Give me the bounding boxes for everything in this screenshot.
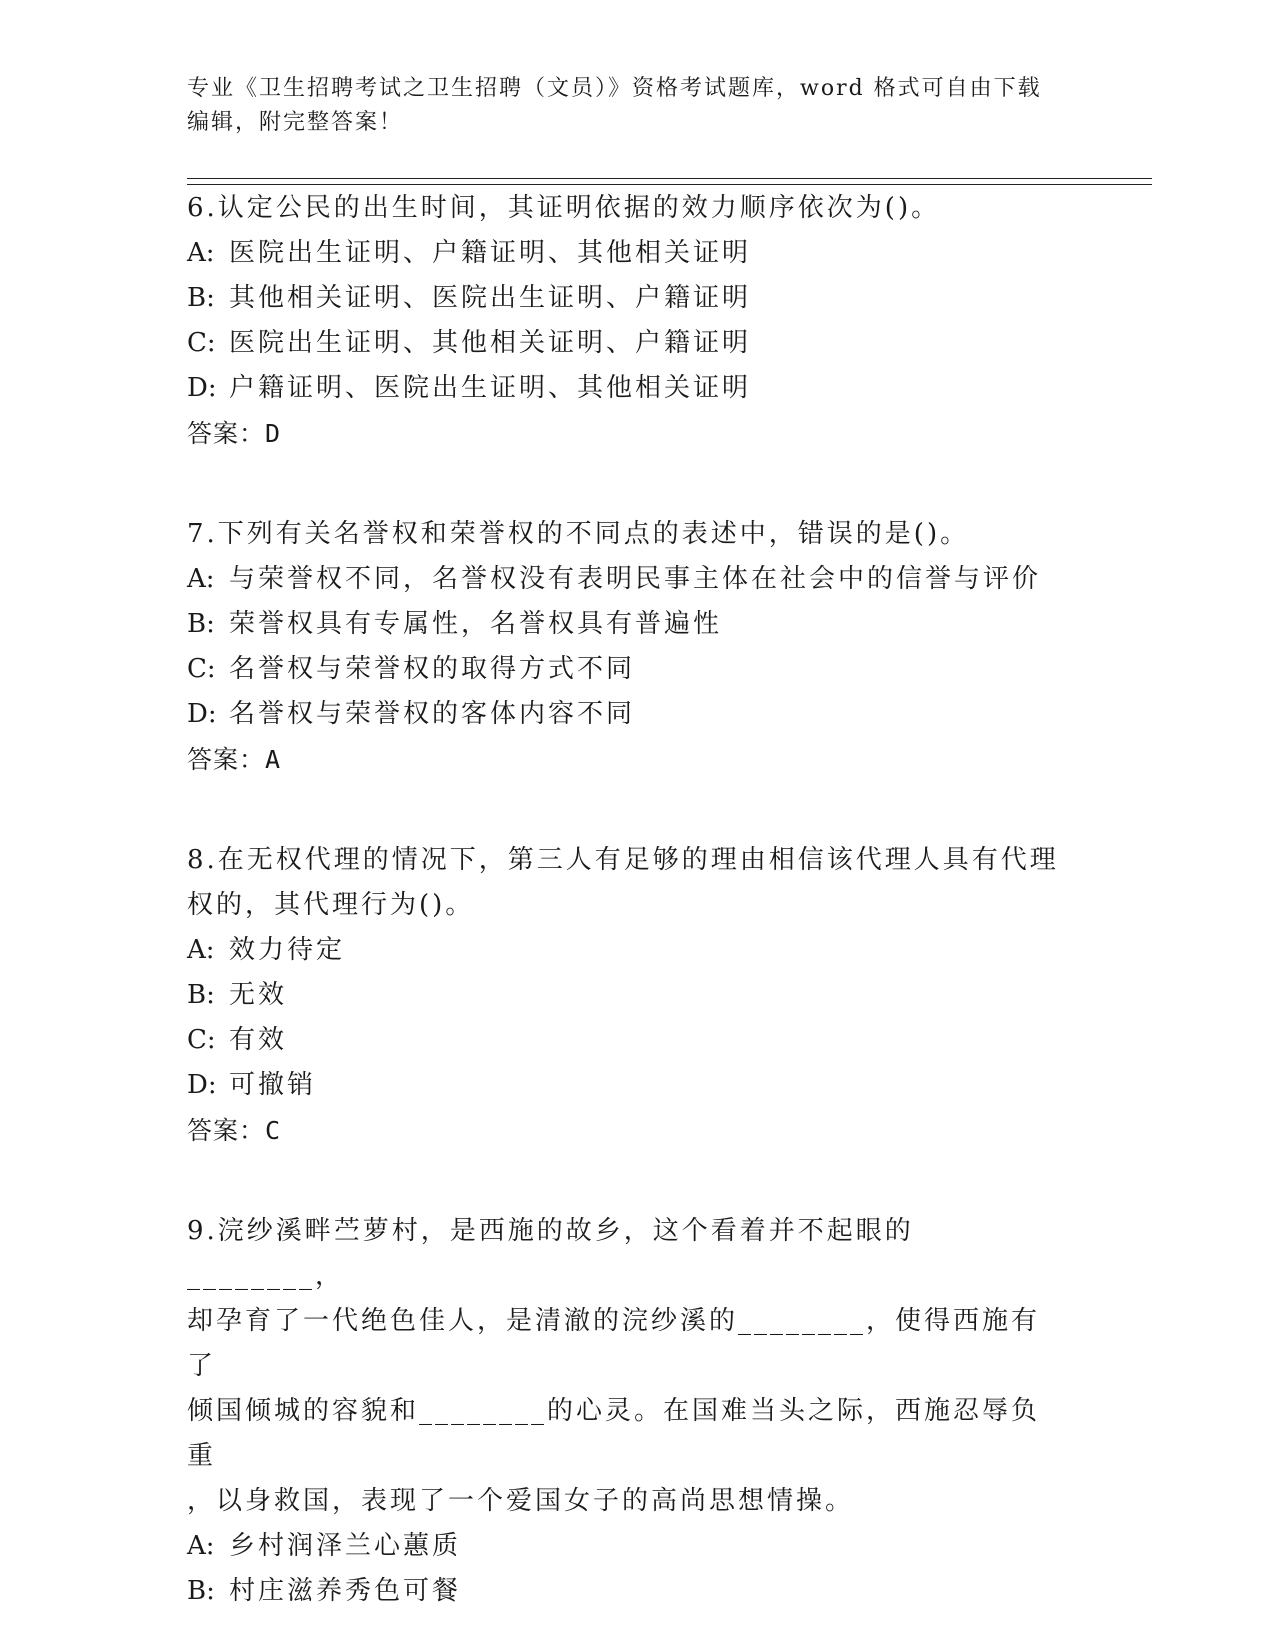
question-7 — [187, 512, 1067, 782]
question-stem: 6.认定公民的出生时间，其证明依据的效力顺序依次为()。 — [187, 193, 941, 223]
header-rule-top — [187, 178, 1152, 179]
question-stem: 权的，其代理行为()。 — [187, 890, 475, 920]
option-c — [187, 647, 1067, 692]
question-stem: 倾国倾城的容貌和________的心灵。在国难当头之际，西施忍辱负重 — [187, 1396, 1041, 1471]
question-stem: 8.在无权代理的情况下，第三人有足够的理由相信该代理人具有代理 — [187, 845, 1059, 875]
option-text: 户籍证明、医院出生证明、其他相关证明 — [229, 373, 752, 403]
option-key: A: — [187, 564, 215, 594]
option-key: A: — [187, 1531, 215, 1561]
question-list — [187, 186, 1067, 1614]
option-d — [187, 1063, 1067, 1108]
header-line-1: 专业《卫生招聘考试之卫生招聘（文员）》资格考试题库，word 格式可自由下载 — [187, 76, 1042, 101]
option-c — [187, 1018, 1067, 1063]
option-b — [187, 602, 1067, 647]
option-b — [187, 276, 1067, 321]
option-d — [187, 366, 1067, 411]
option-text: 名誉权与荣誉权的客体内容不同 — [229, 699, 636, 729]
option-text: 与荣誉权不同，名誉权没有表明民事主体在社会中的信誉与评价 — [229, 564, 1042, 594]
option-text: 乡村润泽兰心蕙质 — [229, 1531, 462, 1561]
option-a — [187, 231, 1067, 276]
option-a — [187, 928, 1067, 973]
question-stem: 9.浣纱溪畔苎萝村，是西施的故乡，这个看着并不起眼的________， — [187, 1216, 914, 1291]
option-key: D: — [187, 373, 217, 403]
option-b — [187, 973, 1067, 1018]
answer — [187, 737, 1067, 782]
answer-label: 答案： — [187, 745, 266, 774]
question-stem: 却孕育了一代绝色佳人，是清澈的浣纱溪的________，使得西施有了 — [187, 1306, 1041, 1381]
question-8 — [187, 838, 1067, 1153]
header-line-2: 编辑，附完整答案！ — [187, 110, 404, 135]
answer-value: D — [265, 419, 282, 448]
option-key: B: — [187, 1576, 215, 1606]
option-key: C: — [187, 1025, 216, 1055]
option-text: 名誉权与荣誉权的取得方式不同 — [229, 654, 636, 684]
option-text: 其他相关证明、医院出生证明、户籍证明 — [229, 283, 752, 313]
question-stem: 7.下列有关名誉权和荣誉权的不同点的表述中，错误的是()。 — [187, 519, 970, 549]
option-text: 医院出生证明、其他相关证明、户籍证明 — [229, 328, 752, 358]
option-c — [187, 321, 1067, 366]
option-key: B: — [187, 609, 215, 639]
answer-value: C — [265, 1116, 282, 1145]
option-b — [187, 1569, 1067, 1614]
option-key: D: — [187, 1070, 217, 1100]
answer-label: 答案： — [187, 419, 266, 448]
answer-label: 答案： — [187, 1116, 266, 1145]
option-text: 效力待定 — [229, 935, 346, 965]
option-a — [187, 557, 1067, 602]
answer-value: A — [265, 745, 282, 774]
option-text: 可撤销 — [229, 1070, 317, 1100]
option-text: 有效 — [229, 1025, 288, 1055]
option-key: D: — [187, 699, 217, 729]
option-text: 荣誉权具有专属性，名誉权具有普遍性 — [229, 609, 723, 639]
option-text: 医院出生证明、户籍证明、其他相关证明 — [229, 238, 752, 268]
question-9 — [187, 1209, 1067, 1614]
answer — [187, 1108, 1067, 1153]
option-key: C: — [187, 328, 216, 358]
option-key: B: — [187, 980, 215, 1010]
option-key: C: — [187, 654, 216, 684]
option-d — [187, 692, 1067, 737]
option-key: A: — [187, 238, 215, 268]
question-6 — [187, 186, 1067, 456]
option-text: 无效 — [229, 980, 288, 1010]
question-stem: ，以身救国，表现了一个爱国女子的高尚思想情操。 — [187, 1486, 855, 1516]
option-key: A: — [187, 935, 215, 965]
document-header — [187, 72, 1087, 140]
option-a — [187, 1524, 1067, 1569]
header-rule-bottom — [187, 184, 1152, 185]
answer — [187, 411, 1067, 456]
option-key: B: — [187, 283, 215, 313]
option-text: 村庄滋养秀色可餐 — [229, 1576, 462, 1606]
